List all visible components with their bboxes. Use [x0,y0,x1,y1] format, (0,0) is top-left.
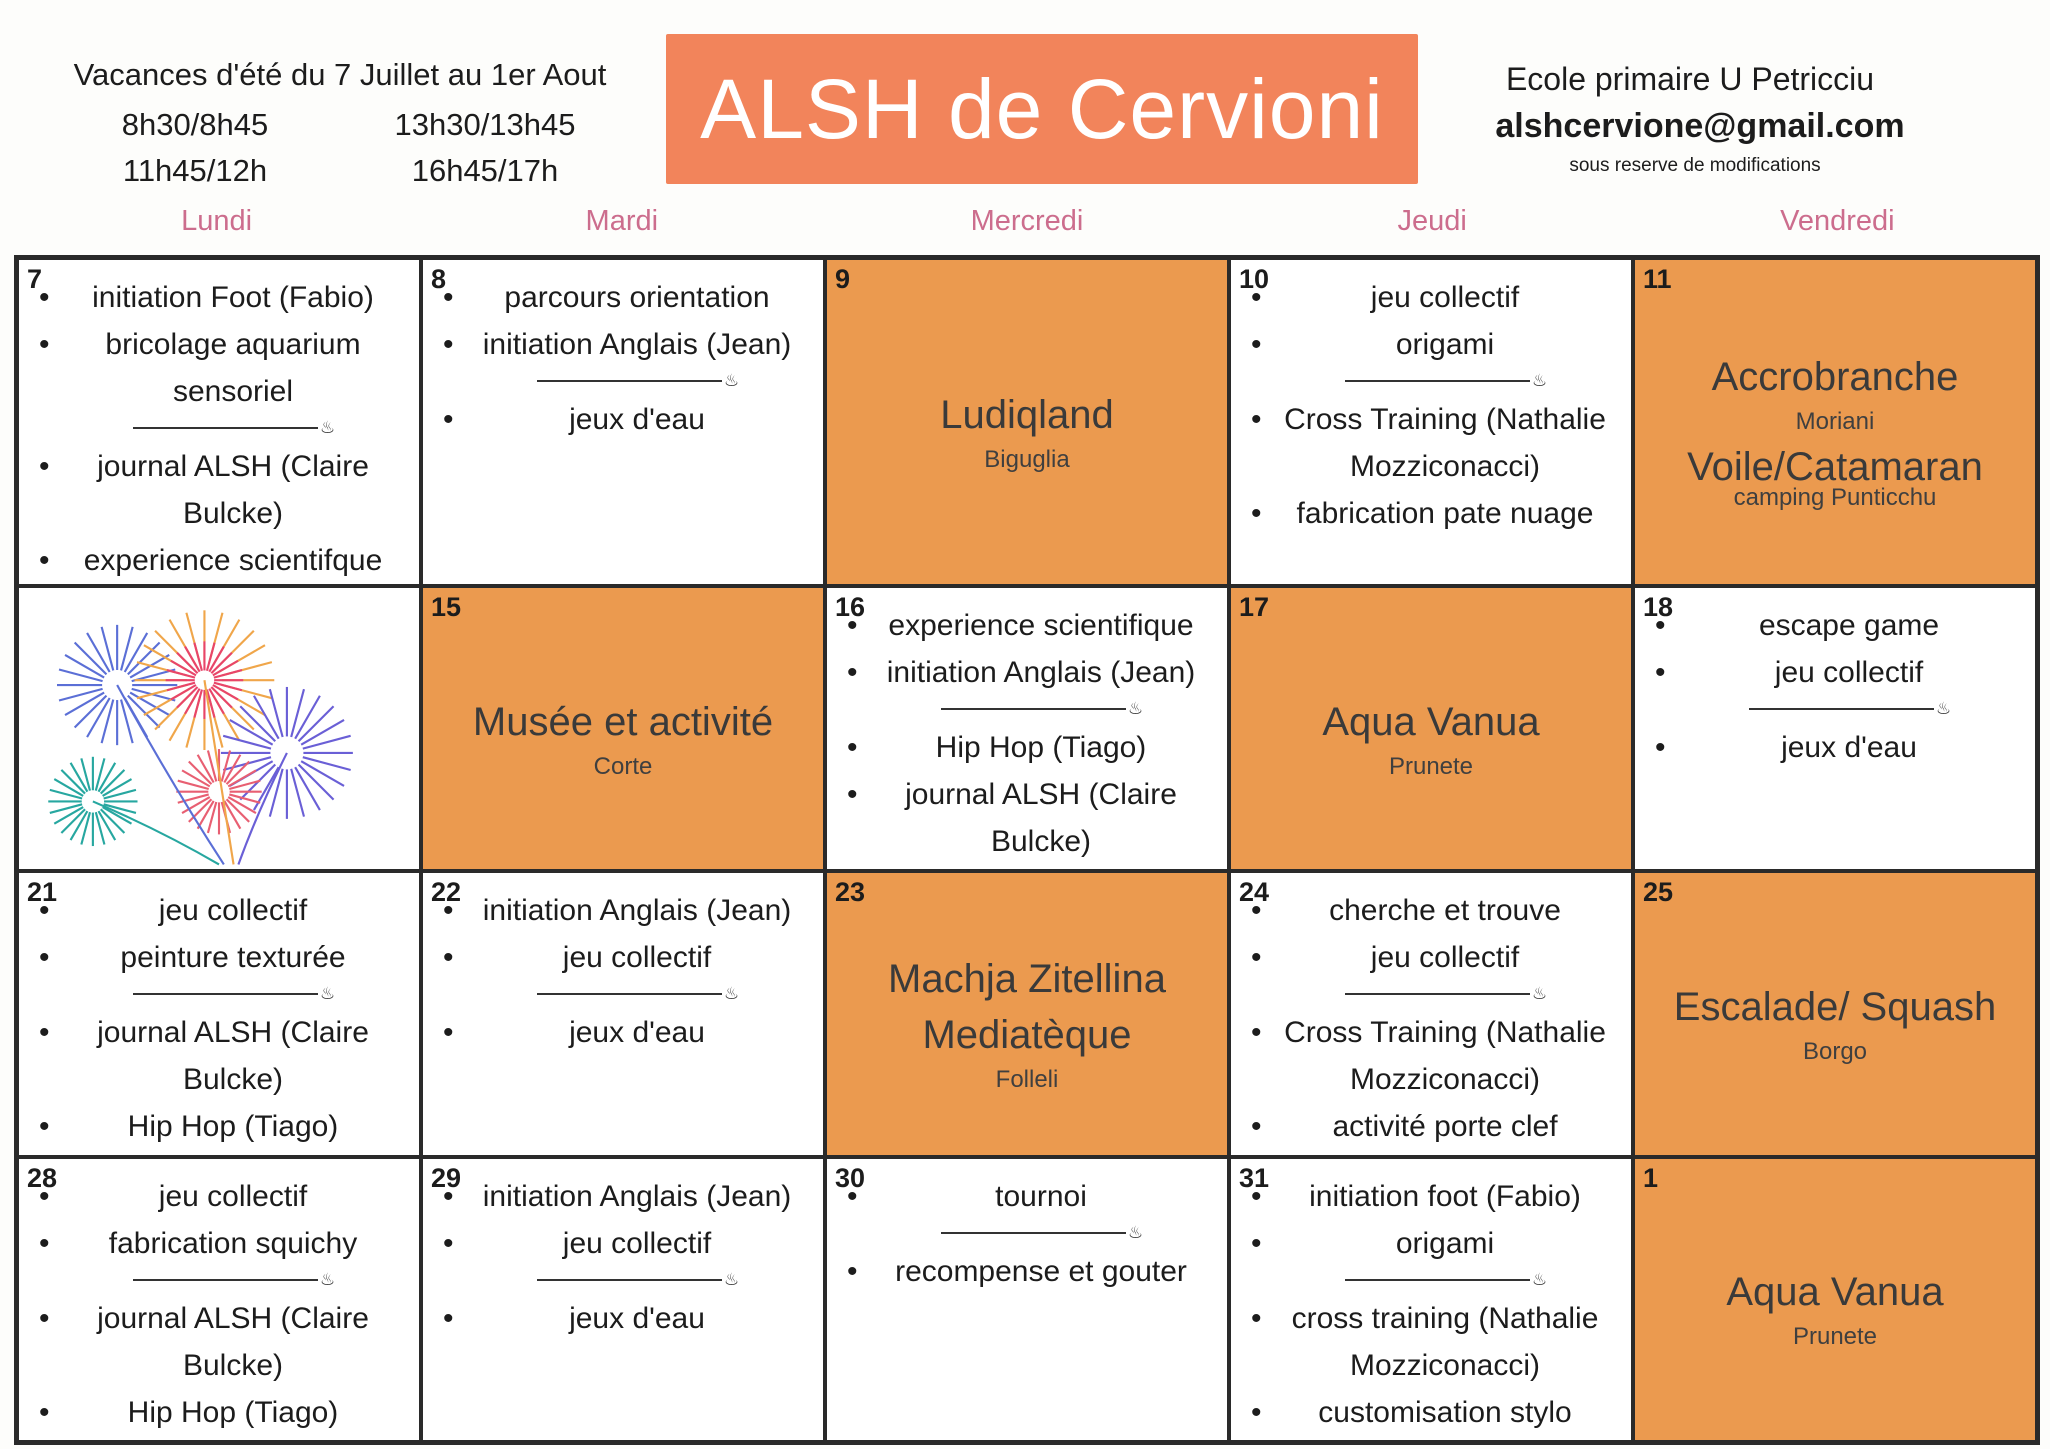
outing-block [423,588,823,869]
outing-place: Corte [593,752,653,780]
activity-item: • jeu collectif [443,1220,813,1267]
outing-title: Machja Zitellina Mediatèque [888,956,1166,1057]
meal-separator [1251,370,1621,392]
meal-separator [443,370,813,392]
activity-item: • jeux d'eau [443,1009,813,1056]
divider-line [133,427,318,429]
divider-line [941,1232,1126,1234]
activity-item: • Hip Hop (Tiago) [39,1103,409,1150]
day-number: 30 [835,1162,866,1193]
calendar-day-cell [1633,871,2037,1156]
activity-item: • parcours orientation [443,274,813,321]
activity-list [19,1159,419,1436]
day-number: 25 [1643,877,1674,908]
chef-hat-icon: ♨ [1127,1222,1144,1242]
fireworks-icon [19,588,419,869]
calendar-day-cell [1633,1157,2037,1442]
outing-title: Accrobranche [1711,355,1959,399]
day-number: 29 [431,1162,462,1193]
calendar-day-cell [421,871,825,1156]
day-number: 16 [835,592,866,622]
chef-hat-icon: ♨ [1531,984,1548,1004]
activity-item: • tournoi [847,1173,1217,1220]
activity-list [1635,588,2035,771]
outing-place: Moriani [1795,408,1875,435]
chef-hat-icon: ♨ [723,984,740,1004]
activity-list [19,260,419,584]
calendar-day-cell [17,586,421,871]
day-number: 21 [27,877,58,908]
day-number: 24 [1239,877,1270,908]
chef-hat-icon: ♨ [723,1269,740,1289]
activity-item: • initiation Anglais (Jean) [443,1173,813,1220]
calendar-day-cell [1633,586,2037,871]
day-number: 10 [1239,264,1270,294]
outing-block [1635,873,2035,1154]
activity-item: • cross training (Nathalie Mozziconacci) [1251,1295,1621,1389]
calendar-day-cell [825,586,1229,871]
day-label: Mardi [585,205,659,237]
chef-hat-icon: ♨ [319,984,336,1004]
schedule-times [50,102,630,194]
meal-separator [1251,983,1621,1005]
header-right [1470,56,2050,182]
disclaimer-note: sous reserve de modifications [1569,155,1821,176]
activity-item: • jeu collectif [1655,649,2025,696]
outing-place: camping Punticchu [1733,484,1937,511]
day-number: 9 [835,264,851,294]
activity-list [1231,1159,1631,1436]
meal-separator [443,1269,813,1291]
activity-list [423,260,823,443]
activity-list [19,873,419,1150]
divider-line [1345,380,1530,382]
calendar-day-cell [421,1157,825,1442]
chef-hat-icon: ♨ [723,371,740,390]
school-name: Ecole primaire U Petricciu [1505,61,1875,97]
activity-item: • recompense et gouter [847,1248,1217,1295]
chef-hat-icon: ♨ [1935,699,1952,718]
activity-item: • jeu collectif [39,1173,409,1220]
calendar-day-cell [421,586,825,871]
day-number: 17 [1239,592,1270,622]
activity-item: • Cross Training (Nathalie Mozziconacci) [1251,396,1621,490]
period-text: Vacances d'été du 7 Juillet au 1er Aout [73,57,607,92]
outing-block [827,260,1227,584]
calendar-day-cell [17,258,421,586]
calendar-day-cell [421,258,825,586]
activity-item: • journal ALSH (Claire Bulcke) [39,1009,409,1103]
divider-line [133,1279,318,1281]
activity-list [1231,260,1631,537]
chef-hat-icon: ♨ [319,1269,336,1289]
divider-line [1345,993,1530,995]
activity-list [827,1159,1227,1295]
activity-item: • jeux d'eau [443,1295,813,1342]
activity-item: • journal ALSH (Claire Bulcke) [39,443,409,537]
outing-title: Voile/Catamaran [1687,445,1983,489]
activity-item: • initiation Anglais (Jean) [443,887,813,934]
activity-item: • initiation Foot (Fabio) [39,274,409,321]
meal-separator [39,983,409,1005]
outing-place: Prunete [1388,752,1474,780]
activity-item: • Hip Hop (Tiago) [39,1389,409,1436]
activity-item: • escape game [1655,602,2025,649]
calendar-grid [14,255,2040,1445]
activity-item: • fabrication squichy [39,1220,409,1267]
day-number: 28 [27,1162,58,1193]
calendar-day-cell [1633,258,2037,586]
activity-item: • jeu collectif [1251,274,1621,321]
day-number: 1 [1643,1162,1659,1193]
activity-item: • Cross Training (Nathalie Mozziconacci) [1251,1009,1621,1103]
chef-hat-icon: ♨ [319,418,336,437]
meal-separator [39,1269,409,1291]
divider-line [537,993,722,995]
outing-block [827,873,1227,1154]
outing-place: Folleli [995,1065,1059,1093]
activity-list [423,873,823,1056]
activity-item: • fabrication pate nuage [1251,490,1621,537]
activity-item: • peinture texturée [39,934,409,981]
day-label: Vendredi [1780,205,1895,237]
divider-line [537,380,722,382]
outing-place: Borgo [1802,1037,1868,1065]
calendar-day-cell [1229,586,1633,871]
outing-title: Escalade/ Squash [1673,984,1997,1029]
activity-list [827,588,1227,865]
time-slot: 16h45/17h [411,153,559,188]
activity-item: • jeu collectif [443,934,813,981]
day-label: Jeudi [1397,205,1467,237]
activity-item: • bricolage aquarium sensoriel [39,321,409,415]
time-slot: 8h30/8h45 [121,107,269,142]
day-label: Mercredi [970,205,1084,237]
activity-item: • origami [1251,321,1621,368]
activity-item: • initiation Anglais (Jean) [443,321,813,368]
outing-title: Ludiqland [940,393,1114,437]
meal-separator [443,983,813,1005]
divider-line [1345,1279,1530,1281]
activity-list [423,1159,823,1342]
activity-item: • activité porte clef [1251,1103,1621,1150]
activity-item: • jeu collectif [1251,934,1621,981]
day-number: 31 [1239,1162,1270,1193]
day-number: 15 [431,592,462,622]
divider-line [941,708,1126,710]
calendar-day-cell [17,1157,421,1442]
day-number: 7 [27,264,43,294]
activity-item: • journal ALSH (Claire Bulcke) [847,771,1217,865]
header-left [50,52,630,194]
activity-item: • jeux d'eau [443,396,813,443]
activity-item: • jeux d'eau [1655,724,2025,771]
divider-line [537,1279,722,1281]
day-number: 8 [431,264,447,294]
outing-place: Prunete [1792,1323,1878,1351]
meal-separator [1655,698,2025,720]
contact-email[interactable]: alshcervione@gmail.com [1495,107,1905,145]
day-label: Lundi [181,205,253,237]
meal-separator [847,1222,1217,1244]
time-slot: 13h30/13h45 [394,107,576,142]
divider-line [133,993,318,995]
time-slot: 11h45/12h [122,153,268,188]
day-number: 18 [1643,592,1674,622]
divider-line [1749,708,1934,710]
activity-item: • origami [1251,1220,1621,1267]
outing-block [1231,588,1631,869]
outing-block [1635,260,2035,584]
day-number: 11 [1643,264,1672,294]
meal-separator [1251,1269,1621,1291]
calendar-day-cell [1229,258,1633,586]
activity-item: • jeu collectif [39,887,409,934]
calendar-day-cell [1229,1157,1633,1442]
outing-place: Biguglia [984,446,1070,473]
activity-item: • initiation Anglais (Jean) [847,649,1217,696]
chef-hat-icon: ♨ [1531,1269,1548,1289]
day-number: 23 [835,877,866,908]
title-banner: ALSH de Cervioni [666,34,1418,184]
calendar-day-cell [17,871,421,1156]
calendar-day-cell [825,871,1229,1156]
day-number: 22 [431,877,462,908]
outing-block [1635,1159,2035,1440]
activity-item: • Hip Hop (Tiago) [847,724,1217,771]
meal-separator [39,417,409,439]
chef-hat-icon: ♨ [1127,699,1144,718]
calendar-day-cell [1229,871,1633,1156]
outing-title: Aqua Vanua [1726,1270,1944,1315]
calendar-day-cell [825,1157,1229,1442]
outing-title: Aqua Vanua [1322,699,1540,744]
activity-item: • initiation foot (Fabio) [1251,1173,1621,1220]
activity-list [1231,873,1631,1150]
activity-item: • customisation stylo [1251,1389,1621,1436]
weekday-header [14,205,2040,238]
meal-separator [847,698,1217,720]
calendar-day-cell [825,258,1229,586]
outing-title: Musée et activité [472,699,774,744]
activity-item: • experience scientifque [39,537,409,584]
activity-item: • experience scientifique [847,602,1217,649]
chef-hat-icon: ♨ [1531,371,1548,390]
activity-item: • cherche et trouve [1251,887,1621,934]
activity-item: • journal ALSH (Claire Bulcke) [39,1295,409,1389]
